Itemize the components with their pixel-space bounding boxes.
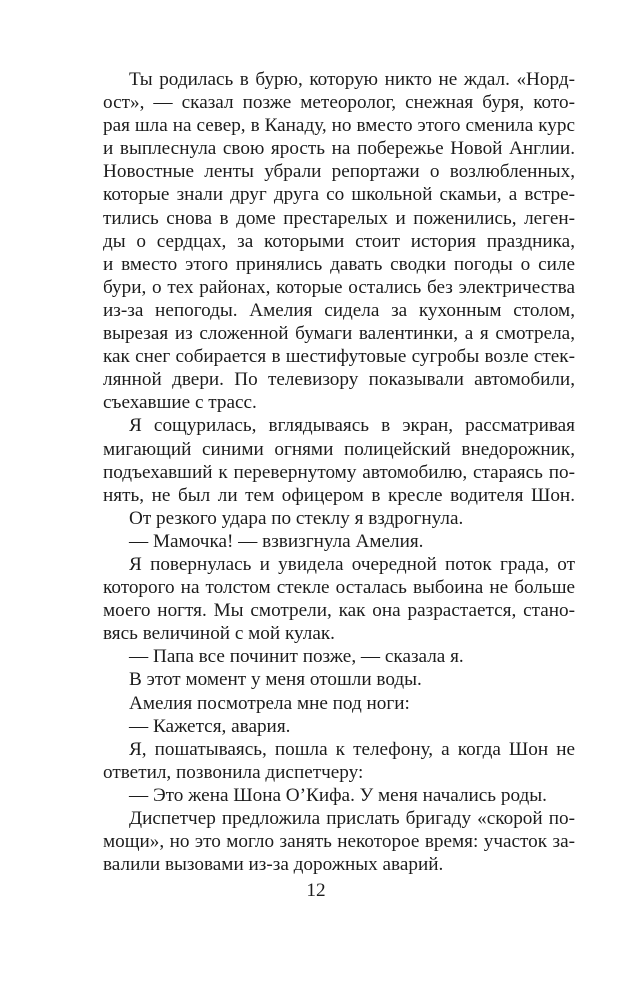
text-line: вырезая из сложенной бумаги валентинки, а я смотрела, [103, 323, 575, 345]
text-line: Я сощурилась, вглядываясь в экран, рассматривая [129, 415, 575, 437]
text-line: вясь величиной с мой кулак. [103, 623, 335, 645]
text-line: В этот момент у меня отошли воды. [129, 669, 422, 691]
text-line: — Папа все починит позже, — сказала я. [129, 646, 464, 668]
text-line: мощи», но это могло занять некоторое время: участок за- [103, 831, 575, 853]
text-line: подъехавший к перевернутому автомобилю, стараясь по- [103, 461, 575, 483]
text-line: лянной двери. По телевизору показывали автомобили, [103, 369, 575, 391]
text-line: и выплеснула свою ярость на побережье Новой Англии. [103, 138, 575, 160]
body-text [103, 68, 575, 876]
text-line: Диспетчер предложила прислать бригаду «скорой по- [129, 808, 575, 829]
page-number: 12 [306, 880, 326, 901]
text-line: Новостные ленты убрали репортажи о возлюбленных, [103, 161, 575, 183]
text-line: тились снова в доме престарелых и поженились, леген- [103, 207, 575, 229]
text-line: которые знали друг друга со школьной скамьи, а встре- [103, 184, 575, 206]
text-line: съехавшие с трасс. [103, 392, 257, 414]
text-line: Я повернулась и увидела очередной поток града, от [129, 553, 575, 575]
text-line: и вместо этого принялись давать сводки погоды о силе [103, 253, 575, 275]
text-line: — Мамочка! — взвизгнула Амелия. [129, 530, 424, 552]
text-line: моего ногтя. Мы смотрели, как она разрастается, стано- [103, 600, 575, 622]
text-line: Амелия посмотрела мне под ноги: [129, 692, 410, 714]
text-line: — Это жена Шона О’Кифа. У меня начались роды. [129, 784, 547, 806]
text-line: От резкого удара по стеклу я вздрогнула. [129, 507, 464, 529]
text-line: как снег собирается в шестифутовые сугробы возле стек- [103, 346, 575, 368]
text-line: ды о сердцах, за которыми стоит история праздника, [103, 230, 575, 252]
text-line: мигающий синими огнями полицейский внедорожник, [103, 438, 575, 460]
text-line: нять, не был ли тем офицером в кресле водителя Шон. [103, 484, 575, 506]
text-line: — Кажется, авария. [129, 715, 291, 737]
text-line: Ты родилась в бурю, которую никто не ждал. «Норд- [129, 69, 575, 90]
text-line: ответил, позвонила диспетчеру: [103, 761, 364, 783]
text-line: которого на толстом стекле осталась выбоина не больше [103, 577, 575, 599]
text-line: из-за непогоды. Амелия сидела за кухонным столом, [103, 299, 575, 321]
text-line: ост», — сказал позже метеоролог, снежная буря, кото- [103, 92, 575, 114]
text-line: Я, пошатываясь, пошла к телефону, а когда Шон не [129, 738, 575, 760]
text-line: рая шла на север, в Канаду, но вместо этого сменила курс [103, 115, 575, 137]
text-line: бури, о тех районах, которые остались без электричества [103, 276, 575, 298]
text-line: валили вызовами из-за дорожных аварий. [103, 854, 444, 876]
